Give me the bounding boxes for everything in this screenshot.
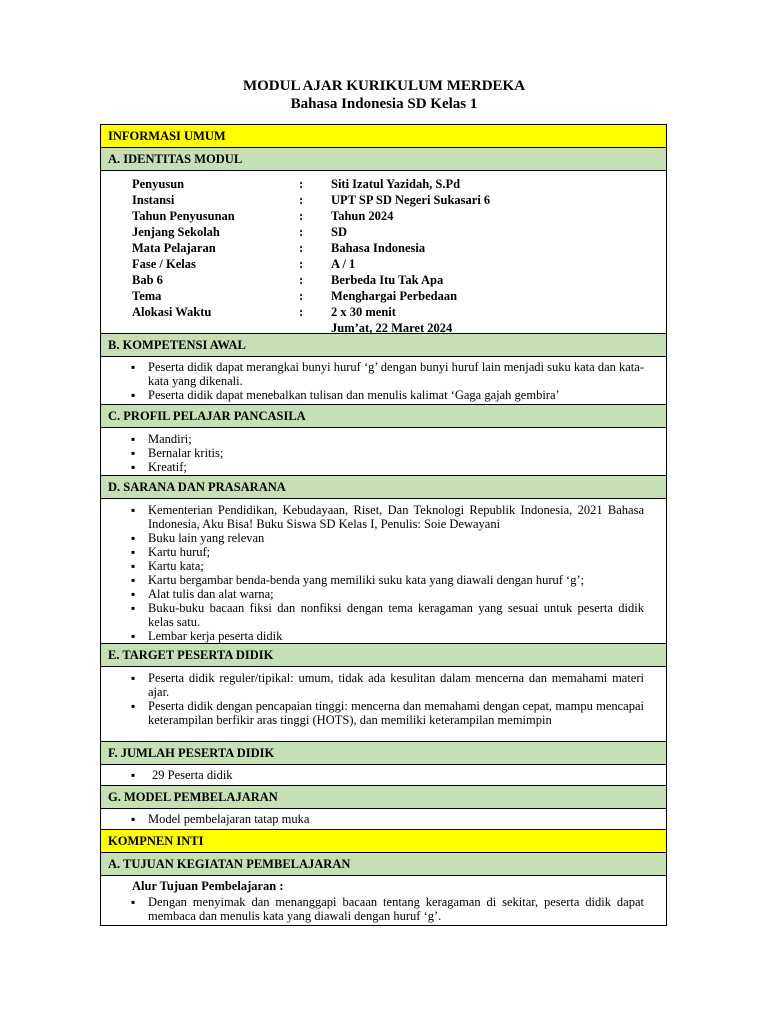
- jumlah-peserta-content: [101, 765, 666, 786]
- identity-label: Mata Pelajaran: [132, 241, 216, 255]
- tujuan-list: [131, 895, 644, 923]
- target-peserta-header: E. TARGET PESERTA DIDIK: [101, 644, 666, 667]
- identity-label: Alokasi Waktu: [132, 305, 212, 319]
- identity-row-tanggal: [101, 321, 666, 337]
- informasi-umum-header: INFORMASI UMUM: [101, 125, 666, 148]
- kompetensi-awal-content: [101, 357, 666, 405]
- kompetensi-awal-header: B. KOMPETENSI AWAL: [101, 334, 666, 357]
- identity-colon: :: [299, 305, 304, 319]
- identitas-modul-content: [101, 171, 666, 334]
- tujuan-kegiatan-content: [101, 876, 666, 925]
- document-title: MODUL AJAR KURIKULUM MERDEKA: [242, 78, 526, 94]
- identity-colon: :: [299, 177, 304, 191]
- identity-row-tema: [101, 289, 666, 305]
- identity-value: UPT SP SD Negeri Sukasari 6: [331, 193, 491, 207]
- identity-colon: :: [299, 193, 304, 207]
- jumlah-list: [131, 768, 644, 782]
- identity-label: Tahun Penyusunan: [132, 209, 235, 223]
- kompetensi-list: [131, 360, 644, 402]
- identity-colon: :: [299, 289, 304, 303]
- identity-value: A / 1: [331, 257, 356, 271]
- identity-label: Tema: [132, 289, 162, 303]
- identity-label: Jenjang Sekolah: [132, 225, 220, 239]
- identity-row-penyusun: [101, 177, 666, 193]
- identity-label: Fase / Kelas: [132, 257, 196, 271]
- identity-row-tahun: [101, 209, 666, 225]
- identity-row-instansi: [101, 193, 666, 209]
- profil-pancasila-content: [101, 428, 666, 476]
- sarana-prasarana-content: [101, 499, 666, 644]
- list-item: ▪ Kreatif;: [131, 460, 644, 474]
- identity-value: Tahun 2024: [331, 209, 394, 223]
- identity-value: Siti Izatul Yazidah, S.Pd: [331, 177, 461, 191]
- model-pembelajaran-header: G. MODEL PEMBELAJARAN: [101, 786, 666, 809]
- list-item: ▪ Mandiri;: [131, 432, 644, 446]
- identity-row-bab: [101, 273, 666, 289]
- identity-date-value: Jum’at, 22 Maret 2024: [331, 321, 453, 335]
- document-subtitle: Bahasa Indonesia SD Kelas 1: [290, 96, 478, 112]
- list-item: ▪ Buku lain yang relevan: [131, 531, 644, 545]
- sarana-list: [131, 503, 644, 643]
- target-peserta-content: [101, 667, 666, 742]
- profil-pancasila-header: C. PROFIL PELAJAR PANCASILA: [101, 405, 666, 428]
- identity-row-alokasi: [101, 305, 666, 321]
- identity-colon: :: [299, 241, 304, 255]
- identity-row-fase: [101, 257, 666, 273]
- list-item: ▪ Kartu kata;: [131, 559, 644, 573]
- identity-row-mapel: [101, 241, 666, 257]
- identity-label: Instansi: [132, 193, 175, 207]
- list-item: ▪ Kementerian Pendidikan, Kebudayaan, Riset, Dan Teknologi Republik Indonesia, 2021 Bahasa Indonesia, Aku Bisa! Buku Siswa SD Kelas I, Penulis: Soie Dewayani: [131, 503, 644, 531]
- target-list: [131, 671, 644, 727]
- identity-value: Bahasa Indonesia: [331, 241, 426, 255]
- jumlah-peserta-header: F. JUMLAH PESERTA DIDIK: [101, 742, 666, 765]
- identity-colon: :: [299, 273, 304, 287]
- identity-label: Penyusun: [132, 177, 185, 191]
- identity-value: Menghargai Perbedaan: [331, 289, 458, 303]
- komponen-inti-header: KOMPNEN INTI: [101, 830, 666, 853]
- profil-list: [131, 432, 644, 474]
- list-item: ▪ Peserta didik reguler/tipikal: umum, tidak ada kesulitan dalam mencerna dan memahami materi ajar.: [131, 671, 644, 699]
- list-item: ▪ Peserta didik dapat merangkai bunyi huruf ‘g’ dengan bunyi huruf lain menjadi suku kata dan kata-kata yang dikenali.: [131, 360, 644, 388]
- model-pembelajaran-content: [101, 809, 666, 830]
- list-item: ▪ Alat tulis dan alat warna;: [131, 587, 644, 601]
- identity-colon: :: [299, 225, 304, 239]
- list-item: ▪ 29 Peserta didik: [131, 768, 644, 782]
- identity-colon: :: [299, 257, 304, 271]
- alur-tujuan-subheading: Alur Tujuan Pembelajaran :: [132, 879, 284, 893]
- identity-value: 2 x 30 menit: [331, 305, 396, 319]
- identity-colon: :: [299, 209, 304, 223]
- identity-row-jenjang: [101, 225, 666, 241]
- list-item: ▪ Dengan menyimak dan menanggapi bacaan tentang keragaman di sekitar, peserta didik dapat membaca dan menulis kata yang diawali dengan huruf ‘g’.: [131, 895, 644, 923]
- list-item: ▪ Model pembelajaran tatap muka: [131, 812, 644, 826]
- list-item: ▪ Bernalar kritis;: [131, 446, 644, 460]
- list-item: ▪ Peserta didik dapat menebalkan tulisan dan menulis kalimat ‘Gaga gajah gembira’: [131, 388, 644, 402]
- list-item: ▪ Peserta didik dengan pencapaian tinggi: mencerna dan memahami dengan cepat, mampu mencapai keterampilan berfikir aras tinggi (HOTS), dan memiliki keterampilan memimpin: [131, 699, 644, 727]
- identitas-modul-header: A. IDENTITAS MODUL: [101, 148, 666, 171]
- list-item: ▪ Kartu bergambar benda-benda yang memiliki suku kata yang diawali dengan huruf ‘g’;: [131, 573, 644, 587]
- model-list: [131, 812, 644, 826]
- tujuan-kegiatan-header: A. TUJUAN KEGIATAN PEMBELAJARAN: [101, 853, 666, 876]
- identity-label: Bab 6: [132, 273, 163, 287]
- sarana-prasarana-header: D. SARANA DAN PRASARANA: [101, 476, 666, 499]
- list-item: ▪ Lembar kerja peserta didik: [131, 629, 644, 643]
- identity-value: Berbeda Itu Tak Apa: [331, 273, 444, 287]
- list-item: ▪ Buku-buku bacaan fiksi dan nonfiksi dengan tema keragaman yang sesuai untuk peserta didik kelas satu.: [131, 601, 644, 629]
- module-table: [100, 124, 667, 926]
- list-item: ▪ Kartu huruf;: [131, 545, 644, 559]
- identity-value: SD: [331, 225, 347, 239]
